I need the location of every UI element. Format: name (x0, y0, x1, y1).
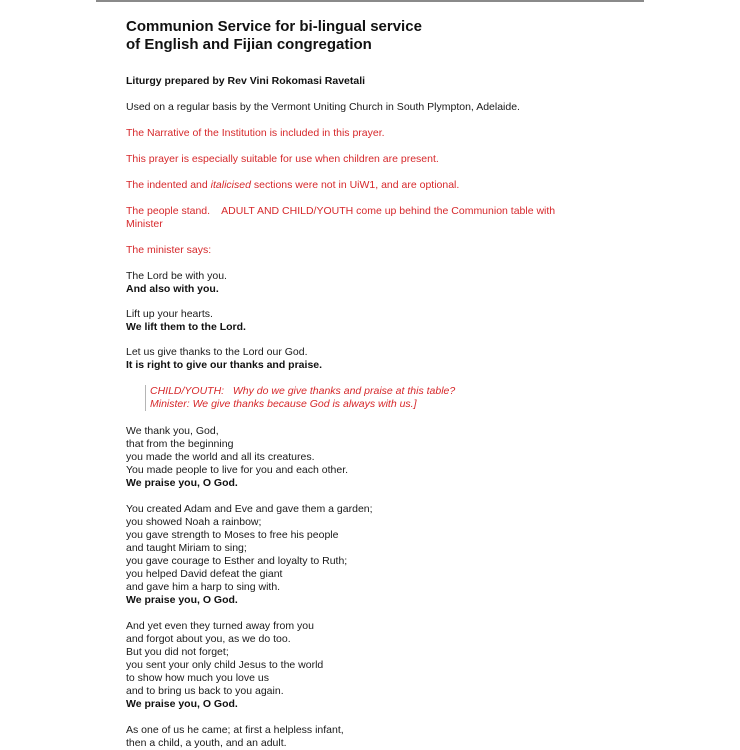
stanza-line: And yet even they turned away from you (126, 620, 314, 632)
document-content (126, 18, 614, 750)
note-minister-says: The minister says: (126, 244, 212, 256)
child-question: CHILD/YOUTH: Why do we give thanks and praise at this table? (150, 385, 456, 397)
dialogue-call: Let us give thanks to the Lord our God. (126, 346, 308, 358)
optional-child-exchange (145, 385, 614, 411)
title-line-2: of English and Fijian congregation (126, 36, 372, 53)
dialogue-1 (126, 270, 614, 296)
stanza-line: you gave courage to Esther and loyalty to Ruth; (126, 555, 348, 567)
note-indented-italic: italicised (210, 179, 251, 191)
stanza-line: that from the beginning (126, 438, 234, 450)
stanza-line: to show how much you love us (126, 672, 269, 684)
author-line: Liturgy prepared by Rev Vini Rokomasi Ravetali (126, 75, 366, 87)
minister-answer: Minister: We give thanks because God is always with us.] (150, 398, 417, 410)
dialogue-response: We lift them to the Lord. (126, 321, 246, 333)
dialogue-response: It is right to give our thanks and praise. (126, 359, 323, 371)
dialogue-response: And also with you. (126, 283, 219, 295)
stanza-2 (126, 503, 614, 607)
refrain: We praise you, O God. (126, 594, 238, 606)
note-indented-pre: The indented and (126, 179, 211, 191)
stanza-line: and taught Miriam to sing; (126, 542, 247, 554)
stanza-line: We thank you, God, (126, 425, 219, 437)
note-stand-line-2: Minister (126, 218, 163, 230)
refrain: We praise you, O God. (126, 477, 238, 489)
note-indented-post: sections were not in UiW1, and are optional. (250, 179, 460, 191)
stanza-line: you sent your only child Jesus to the world (126, 659, 324, 671)
note-children: This prayer is especially suitable for use when children are present. (126, 153, 439, 165)
stanza-line: you showed Noah a rainbow; (126, 516, 262, 528)
stanza-line: As one of us he came; at first a helpless infant, (126, 724, 344, 736)
stanza-line: You created Adam and Eve and gave them a garden; (126, 503, 373, 515)
document-title (126, 18, 614, 54)
stanza-line: then a child, a youth, and an adult. (126, 737, 287, 749)
stanza-line: you gave strength to Moses to free his people (126, 529, 339, 541)
dialogue-call: Lift up your hearts. (126, 308, 213, 320)
stanza-line: and gave him a harp to sing with. (126, 581, 281, 593)
stanza-line: and to bring us back to you again. (126, 685, 284, 697)
stanza-1 (126, 425, 614, 490)
note-stand-line-1: The people stand. ADULT AND CHILD/YOUTH come up behind the Communion table with (126, 205, 556, 217)
dialogue-call: The Lord be with you. (126, 270, 227, 282)
stanza-line: You made people to live for you and each other. (126, 464, 349, 476)
note-people-stand (126, 205, 614, 231)
stanza-line: you made the world and all its creatures. (126, 451, 315, 463)
document-page (96, 0, 644, 749)
note-indented (126, 179, 614, 192)
stanza-4 (126, 724, 614, 750)
intro-text: Used on a regular basis by the Vermont Uniting Church in South Plympton, Adelaide. (126, 101, 520, 113)
dialogue-3 (126, 346, 614, 372)
refrain: We praise you, O God. (126, 698, 238, 710)
stanza-line: But you did not forget; (126, 646, 229, 658)
stanza-line: and forgot about you, as we do too. (126, 633, 291, 645)
title-line-1: Communion Service for bi-lingual service (126, 18, 422, 35)
note-narrative: The Narrative of the Institution is included in this prayer. (126, 127, 385, 139)
stanza-line: you helped David defeat the giant (126, 568, 283, 580)
stanza-3 (126, 620, 614, 711)
dialogue-2 (126, 308, 614, 334)
